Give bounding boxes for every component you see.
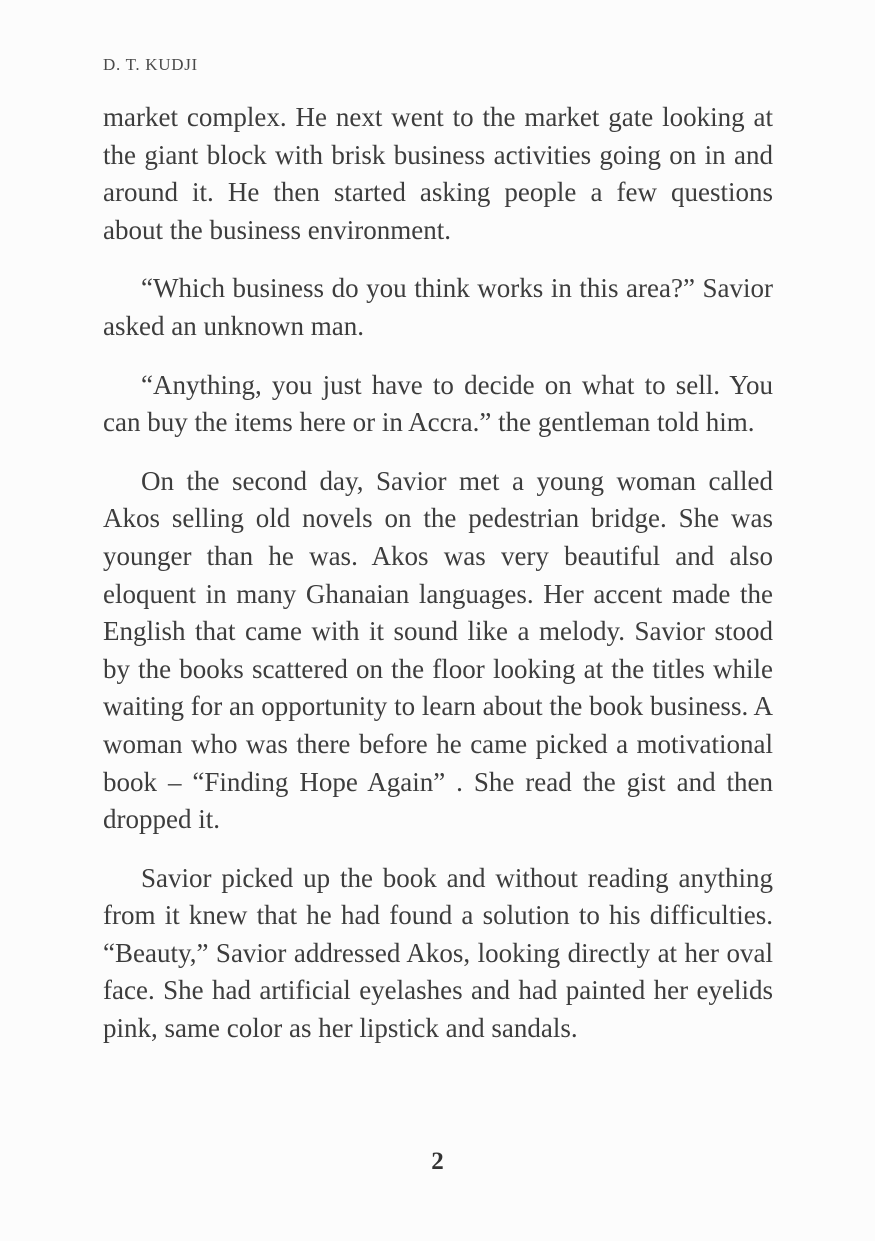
paragraph-market-complex: market complex. He next went to the market gate looking at the giant block with brisk business activities going on in and around it. He then started asking people a few questions about the business environment.	[103, 102, 773, 245]
body-text	[103, 99, 773, 1069]
paragraph-savior-picked-book: Savior picked up the book and without reading anything from it knew that he had found a solution to his difficulties. “Beauty,” Savior addressed Akos, looking directly at her oval face. She had artificial eyelashes and had painted her eyelids pink, same color as her lipstick and sandals.	[103, 862, 773, 1044]
page-number: 2	[431, 1148, 444, 1175]
running-header-author: D. T. KUDJI	[103, 55, 198, 74]
paragraph-second-day: On the second day, Savior met a young woman called Akos selling old novels on the pedestrian bridge. She was younger than he was. Akos was very beautiful and also eloquent in many Ghanaian languages. Her accent made the English that came with it sound like a melody. Savior stood by the books scattered on the floor looking at the titles while waiting for an opportunity to learn about the book business. A woman who was there before he came picked a motivational book – “Finding Hope Again” . She read the gist and then dropped it.	[103, 465, 773, 835]
paragraph-which-business: “Which business do you think works in this area?” Savior asked an unknown man.	[103, 273, 773, 341]
paragraph-anything-sell: “Anything, you just have to decide on what to sell. You can buy the items here or in Accra.” the gentleman told him.	[103, 369, 773, 438]
